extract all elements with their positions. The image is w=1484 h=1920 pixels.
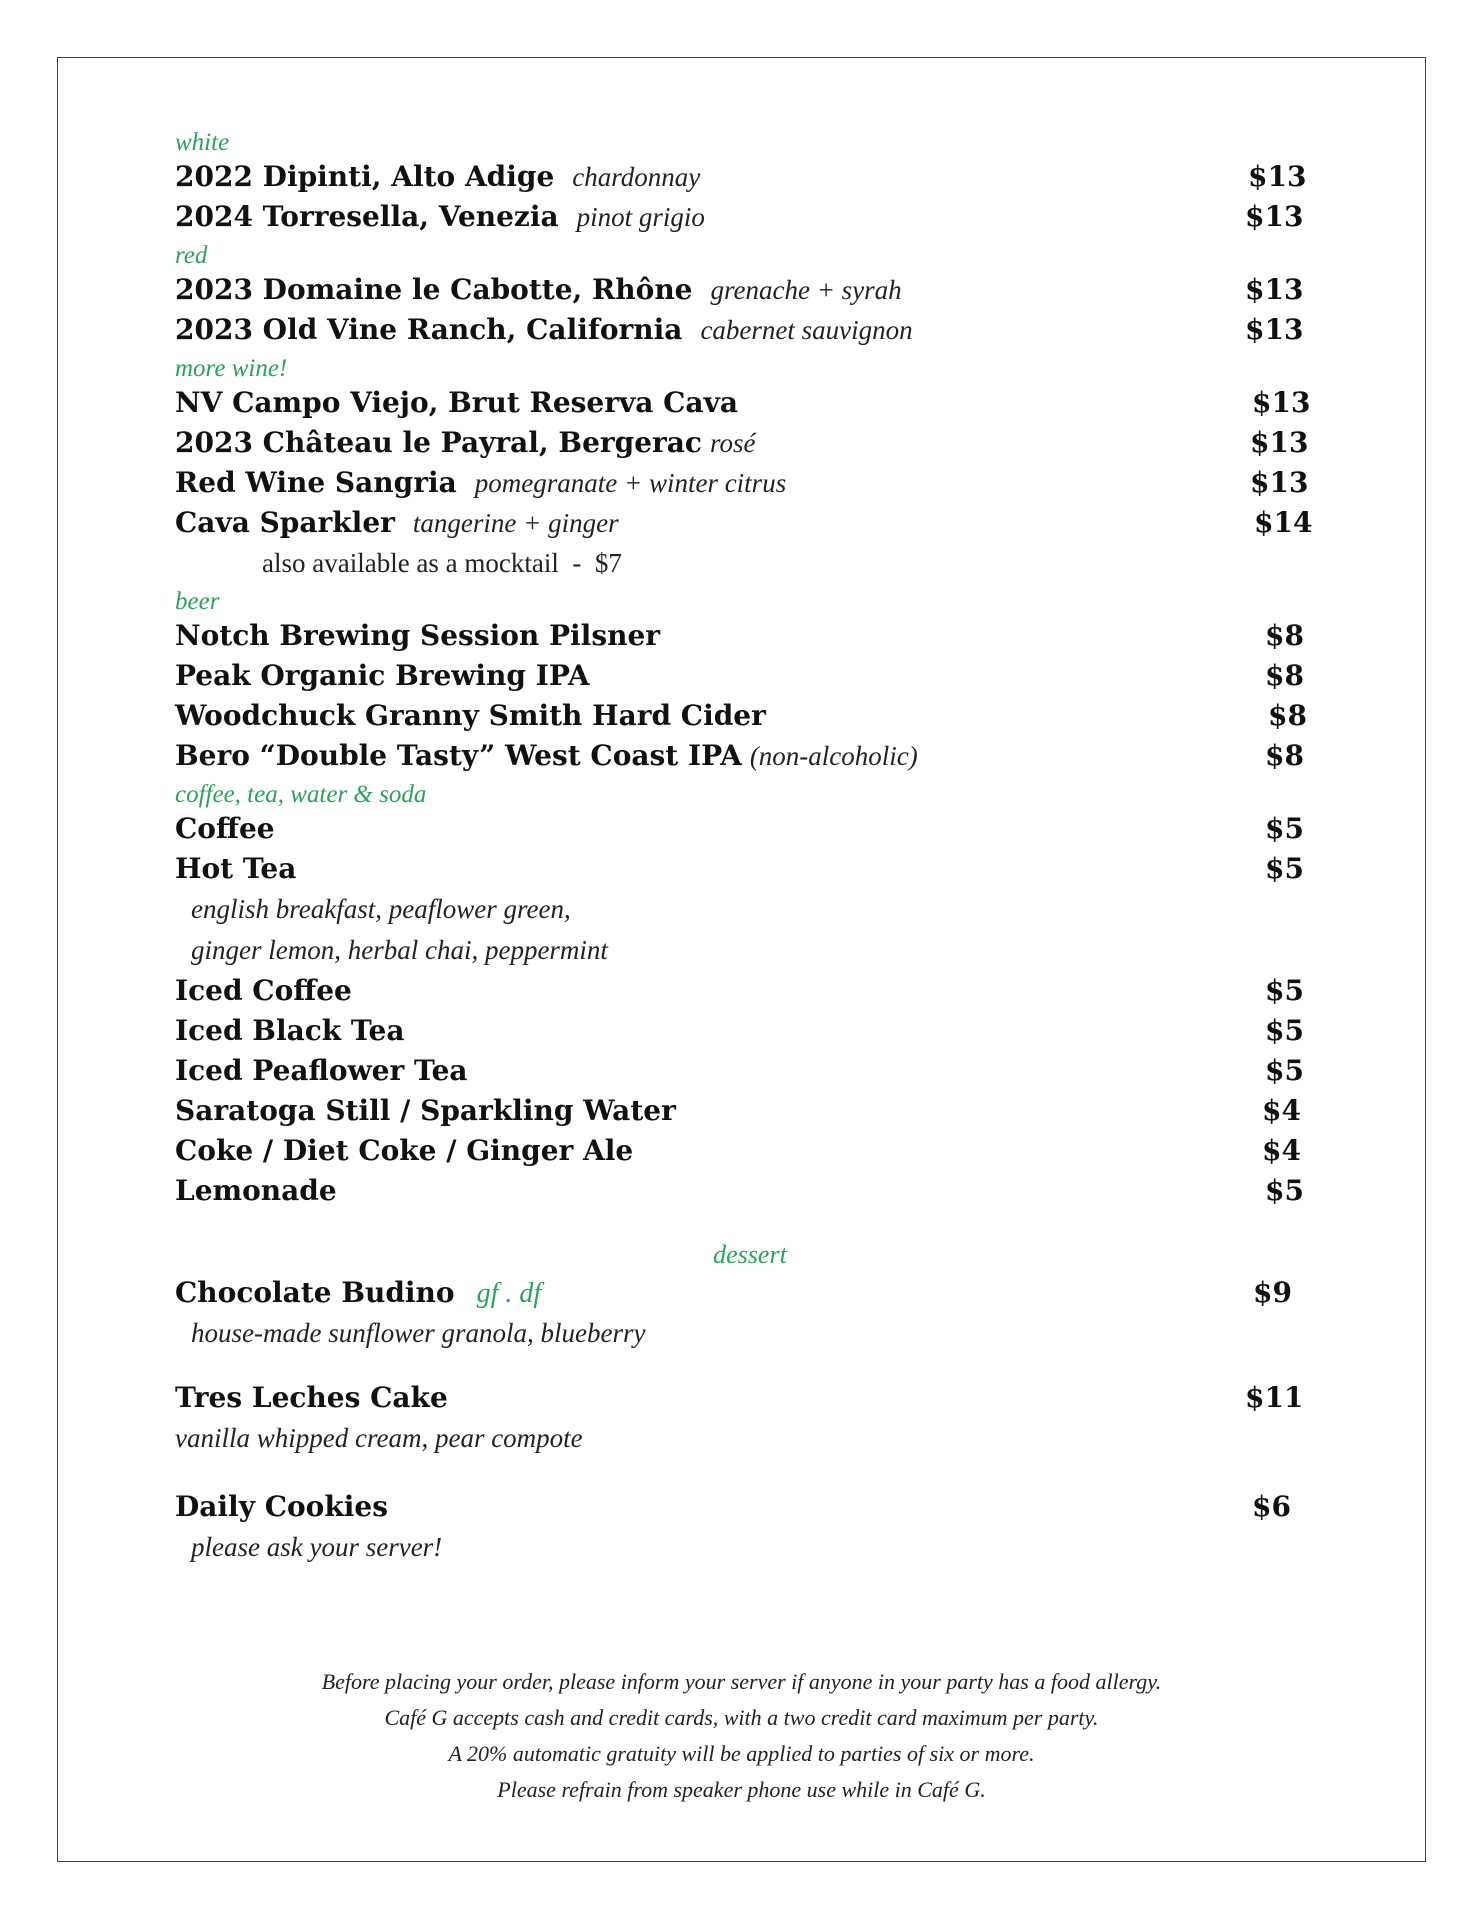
item-price: $13 [1250,466,1309,499]
item-name: 2023 Château le Payral, Bergerac [175,426,702,459]
item-name: Daily Cookies [175,1490,388,1523]
item-price: $5 [1265,1174,1304,1207]
menu-item [175,157,1325,197]
item-name: Tres Leches Cake [175,1381,448,1414]
item-name: Coffee [175,812,275,845]
item-price: $8 [1268,699,1307,732]
item-price: $13 [1245,200,1304,233]
item-price: $13 [1248,160,1307,193]
menu-item [175,310,1325,350]
item-note: house-made sunflower granola, blueberry [191,1318,646,1348]
item-price: $14 [1254,506,1313,539]
menu-item [175,1171,1325,1211]
item-note: vanilla whipped cream, pear compote [175,1423,583,1453]
item-desc: (non-alcoholic) [749,741,918,771]
section-beer: beer [175,588,220,615]
menu-item [175,849,1325,889]
item-price: $11 [1245,1381,1304,1414]
item-name: 2022 Dipinti, Alto Adige [175,160,555,193]
item-name: Bero “Double Tasty” West Coast IPA [175,739,742,772]
menu-item [175,809,1325,849]
footer-line: A 20% automatic gratuity will be applied to parties of six or more. [448,1741,1035,1766]
menu-item [175,1378,1325,1418]
menu-item [175,1131,1325,1171]
menu-item [175,383,1325,423]
menu-item [175,197,1325,237]
menu-item [175,616,1325,656]
section-coffee: coffee, tea, water & soda [175,781,427,808]
item-name: 2023 Domaine le Cabotte, Rhône [175,273,693,306]
section-more-wine: more wine! [175,355,288,382]
item-price: $5 [1265,812,1304,845]
item-price: $6 [1252,1490,1291,1523]
menu-item [175,1091,1325,1131]
item-price: $5 [1265,1054,1304,1087]
item-price: $5 [1265,852,1304,885]
item-price: $8 [1265,739,1304,772]
item-price: $13 [1245,273,1304,306]
menu-item [175,971,1325,1011]
item-name: Coke / Diet Coke / Ginger Ale [175,1134,634,1167]
item-name: Peak Organic Brewing IPA [175,659,590,692]
menu-item [175,423,1325,463]
item-name: Woodchuck Granny Smith Hard Cider [175,699,766,732]
tea-varieties-line-2: ginger lemon, herbal chai, peppermint [191,935,608,965]
item-price: $13 [1245,313,1304,346]
item-name: Lemonade [175,1174,337,1207]
tea-varieties-line-1: english breakfast, peaflower green, [191,894,571,924]
menu-content [175,128,1325,1568]
section-dessert: dessert [713,1240,787,1269]
menu-item [175,1011,1325,1051]
mocktail-note: also available as a mocktail - $7 [262,548,622,578]
menu-item [175,1051,1325,1091]
item-desc: pinot grigio [576,202,705,232]
item-price: $9 [1253,1276,1292,1309]
item-note: please ask your server! [191,1532,443,1562]
item-name: Iced Peaflower Tea [175,1054,468,1087]
footer-line: Before placing your order, please inform your server if anyone in your party has a food allergy. [321,1669,1162,1694]
footer-line: Café G accepts cash and credit cards, with a two credit card maximum per party. [384,1705,1099,1730]
section-white: white [175,129,230,156]
menu-item [175,1273,1325,1313]
item-name: Chocolate Budino [175,1276,455,1309]
item-name: Iced Black Tea [175,1014,405,1047]
menu-item [175,696,1325,736]
menu-item [175,736,1325,776]
dietary-tag: gf . df [476,1278,542,1309]
item-price: $4 [1262,1094,1301,1127]
item-desc: cabernet sauvignon [700,315,913,345]
item-desc: pomegranate + winter citrus [474,468,787,498]
menu-item [175,503,1325,543]
menu-footer [57,1664,1426,1808]
item-desc: grenache + syrah [710,275,902,305]
item-name: Cava Sparkler [175,506,395,539]
item-price: $13 [1252,386,1311,419]
item-desc: rosé [709,428,756,458]
item-desc: chardonnay [572,162,701,192]
item-price: $5 [1265,1014,1304,1047]
item-name: 2023 Old Vine Ranch, California [175,313,683,346]
item-price: $8 [1265,659,1304,692]
menu-item [175,1487,1325,1527]
item-desc: tangerine + ginger [412,508,619,538]
menu-item [175,270,1325,310]
item-price: $4 [1262,1134,1301,1167]
item-name: Iced Coffee [175,974,352,1007]
item-name: Red Wine Sangria [175,466,457,499]
item-price: $13 [1250,426,1309,459]
section-red: red [175,242,208,269]
item-price: $8 [1265,619,1304,652]
item-name: Hot Tea [175,852,297,885]
menu-item [175,656,1325,696]
footer-line: Please refrain from speaker phone use while in Café G. [497,1777,986,1802]
item-name: Notch Brewing Session Pilsner [175,619,661,652]
item-name: 2024 Torresella, Venezia [175,200,559,233]
item-price: $5 [1265,974,1304,1007]
menu-item [175,463,1325,503]
item-name: NV Campo Viejo, Brut Reserva Cava [175,386,738,419]
item-name: Saratoga Still / Sparkling Water [175,1094,676,1127]
